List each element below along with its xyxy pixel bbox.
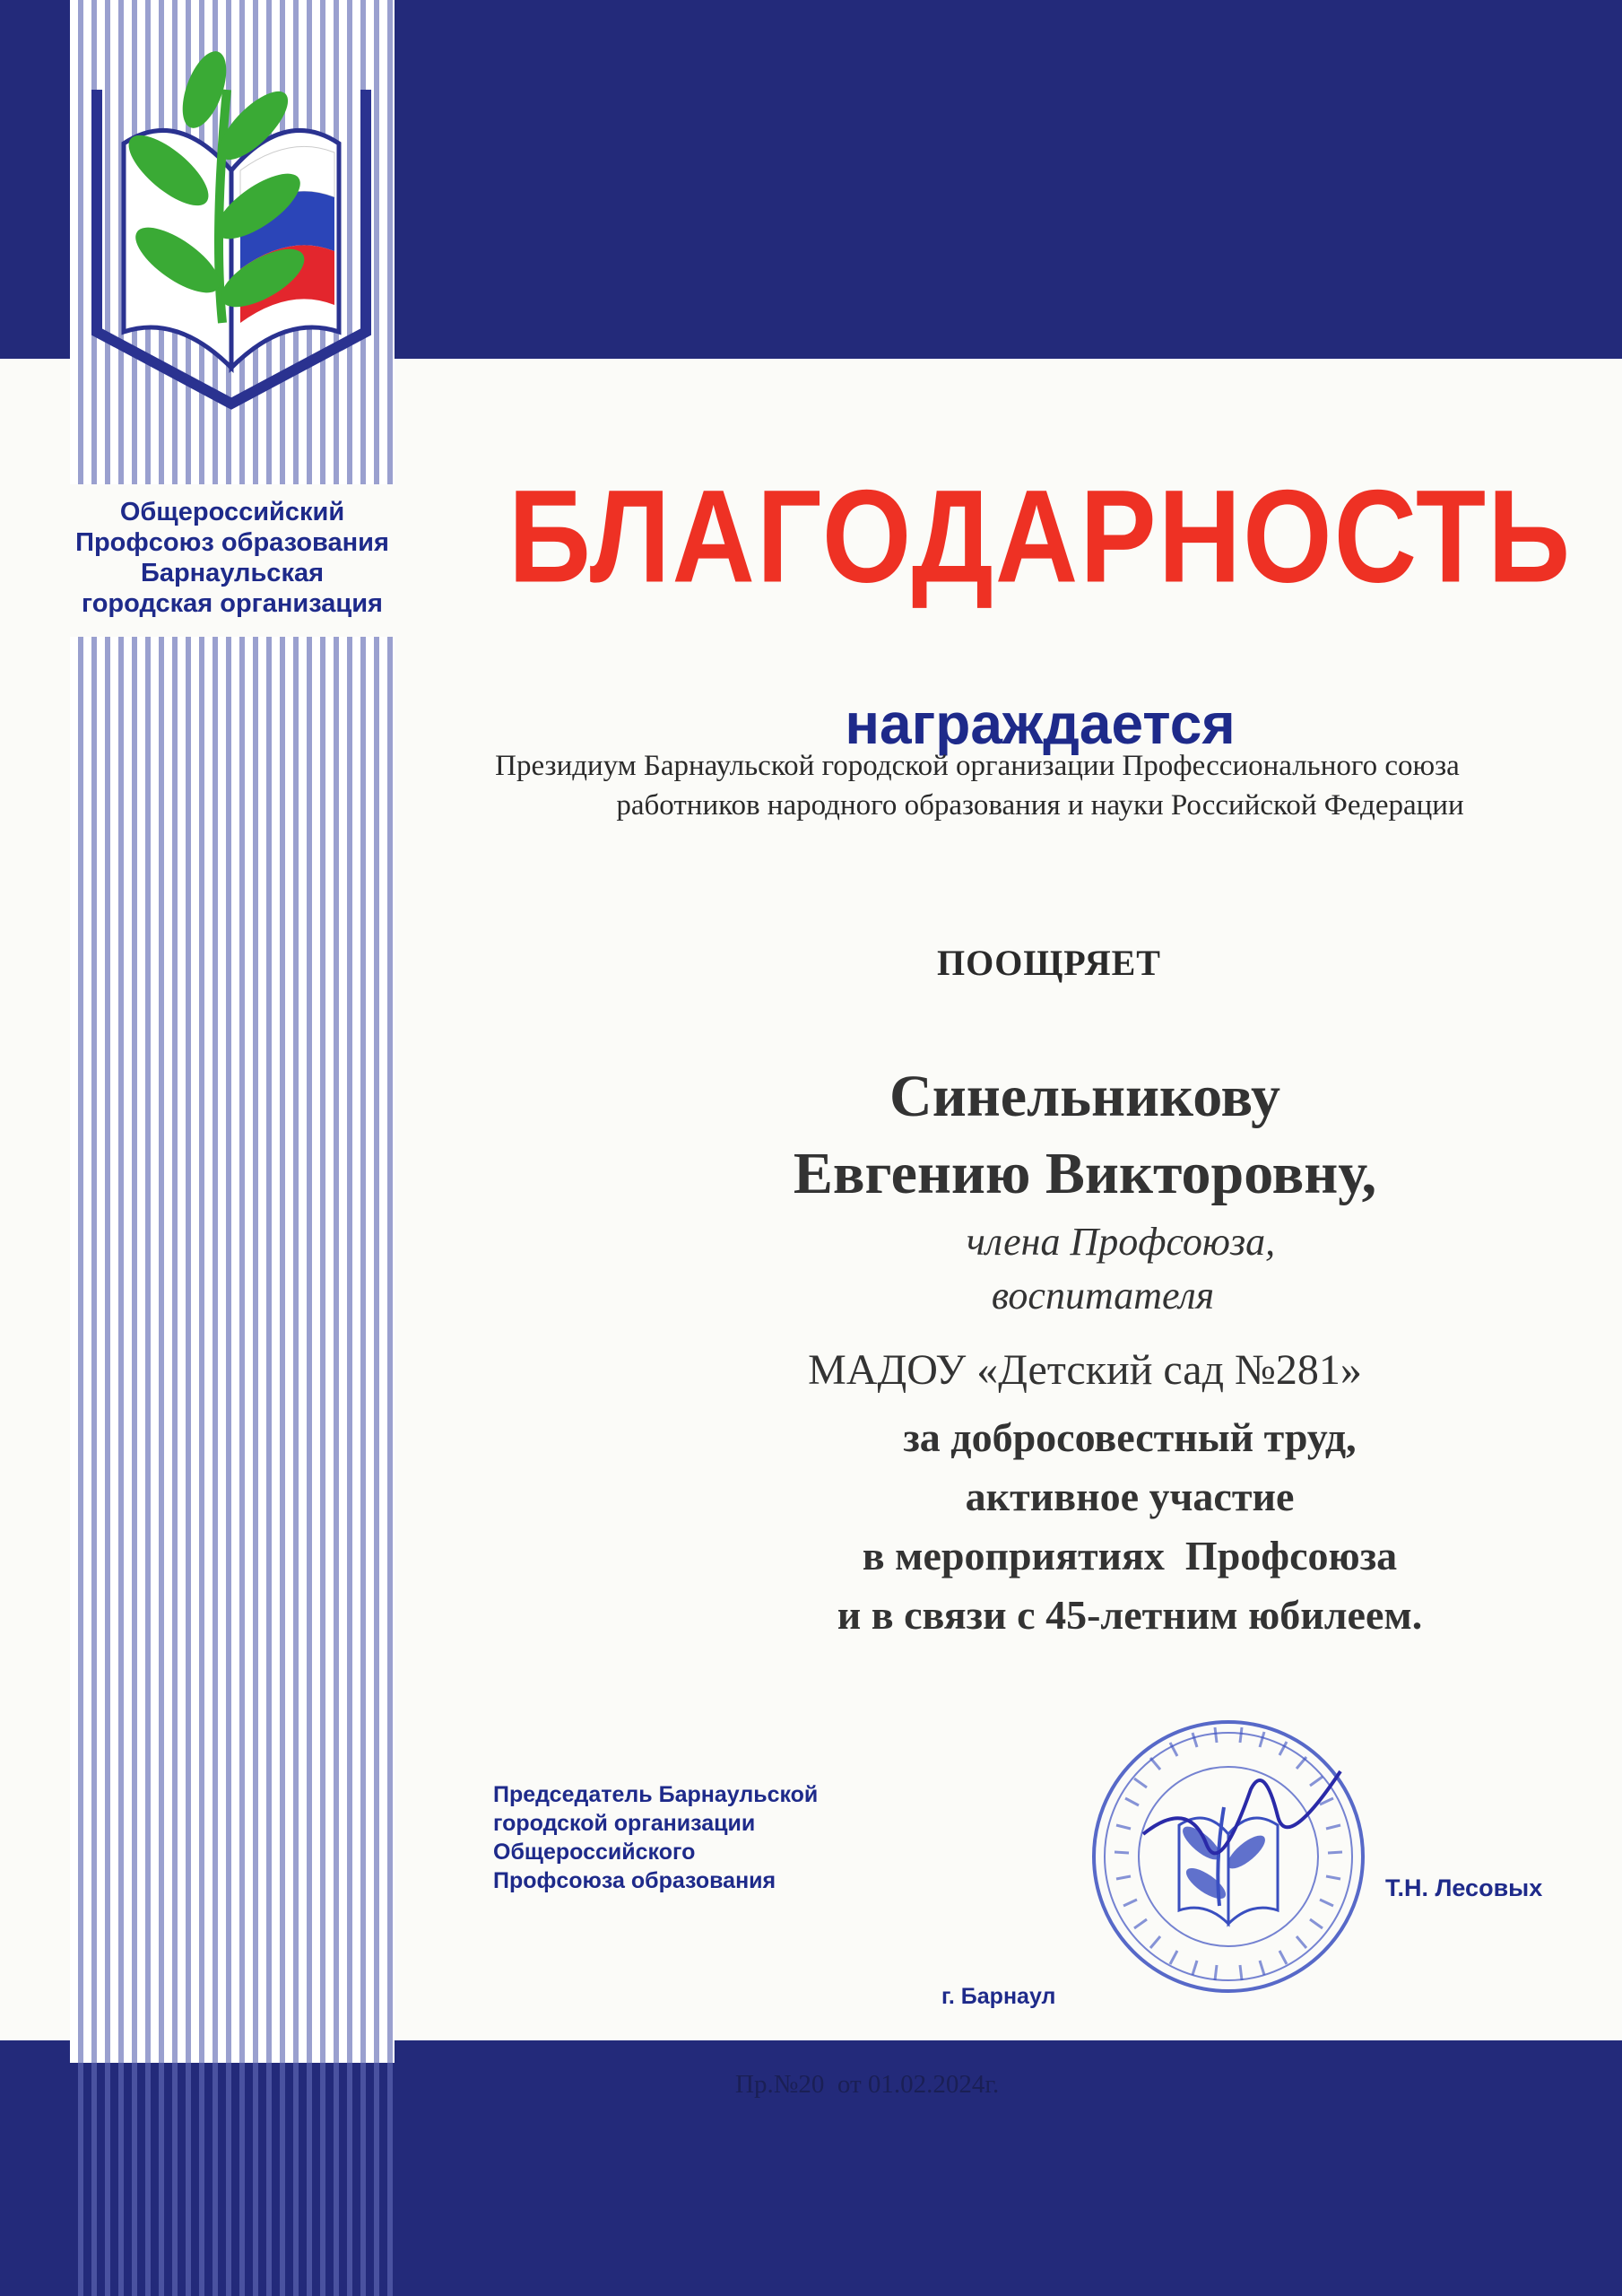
awarded-label: награждается <box>845 691 1236 756</box>
bottom-stripes <box>70 2040 395 2296</box>
chairman-title <box>493 1780 941 1895</box>
chairman-line: Профсоюза образования <box>493 1868 776 1893</box>
reason-line: активное участие <box>965 1474 1295 1519</box>
recipient-surname: Синельникову <box>889 1064 1280 1129</box>
profsoyuz-emblem-icon <box>70 36 395 413</box>
reason-line: и в связи с 45-летним юбилеем. <box>837 1592 1423 1638</box>
organization-block <box>70 484 395 637</box>
recipient-organization: МАДОУ «Детский сад №281» <box>808 1346 1362 1394</box>
reason-text <box>681 1408 1578 1645</box>
recipient-membership: члена Профсоюза, <box>966 1220 1276 1264</box>
order-reference: Пр.№20 от 01.02.2024г. <box>735 2070 1000 2099</box>
recipient-name <box>681 1058 1488 1213</box>
presidium-line: работников народного образования и науки Российской Федерации <box>616 789 1464 822</box>
organization-line: городская организация <box>82 589 383 618</box>
organization-line: Барнаульская <box>140 559 325 587</box>
chairman-line: городской организации <box>493 1811 756 1836</box>
reason-line: за добросовестный труд, <box>903 1414 1357 1460</box>
organization-line: Общероссийский <box>119 498 345 526</box>
recipient-role <box>807 1215 1435 1323</box>
chairman-line: Председатель Барнаульской <box>493 1782 819 1807</box>
presidium-text <box>421 746 1533 825</box>
organization-line: Профсоюз образования <box>75 528 389 557</box>
reason-line: в мероприятиях Профсоюза <box>862 1533 1398 1578</box>
organization-seal-icon <box>1071 1709 1394 2005</box>
chairman-line: Общероссийского <box>493 1839 696 1865</box>
left-stripes <box>70 628 395 2063</box>
city-label: г. Барнаул <box>941 1984 1056 2009</box>
certificate-title: БЛАГОДАРНОСТЬ <box>507 463 1573 611</box>
encourages-label: ПООЩРЯЕТ <box>937 943 1161 983</box>
presidium-line: Президиум Барнаульской городской организации Профессионального союза <box>495 750 1460 782</box>
recipient-given-names: Евгению Викторовну, <box>793 1141 1377 1206</box>
recipient-position: воспитателя <box>991 1274 1215 1318</box>
signer-name: Т.Н. Лесовых <box>1385 1874 1543 1901</box>
